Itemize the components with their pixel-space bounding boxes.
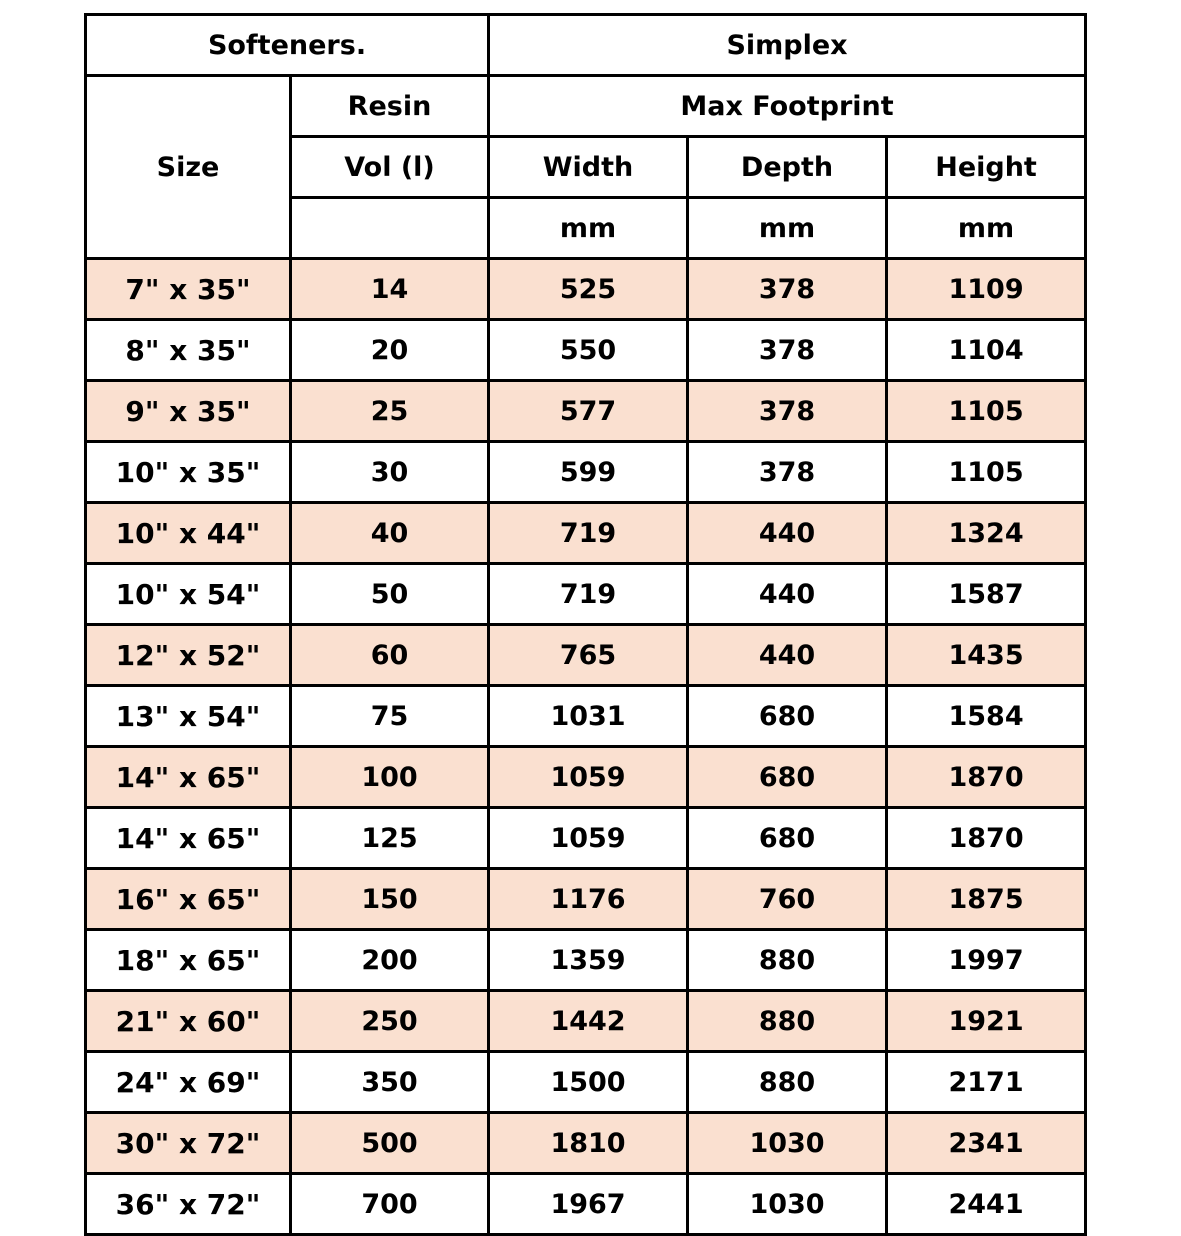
- softener-specification-table: [84, 13, 1087, 1236]
- cell-depth: 1030: [688, 1113, 887, 1174]
- cell-depth: 1030: [688, 1174, 887, 1235]
- cell-depth: 680: [688, 686, 887, 747]
- cell-depth: 378: [688, 259, 887, 320]
- cell-width: 1810: [489, 1113, 688, 1174]
- cell-resin: 25: [291, 381, 489, 442]
- table-row: [86, 564, 1086, 625]
- cell-resin: 500: [291, 1113, 489, 1174]
- table-row: [86, 686, 1086, 747]
- cell-height: 2171: [887, 1052, 1086, 1113]
- cell-size: 24" x 69": [86, 1052, 291, 1113]
- cell-height: 2341: [887, 1113, 1086, 1174]
- table-row: [86, 747, 1086, 808]
- cell-resin: 60: [291, 625, 489, 686]
- column-header-height: Height: [887, 137, 1086, 198]
- column-unit-depth: mm: [688, 198, 887, 259]
- cell-height: 2441: [887, 1174, 1086, 1235]
- cell-depth: 440: [688, 625, 887, 686]
- cell-height: 1324: [887, 503, 1086, 564]
- table-body: [86, 15, 1086, 1235]
- cell-height: 1584: [887, 686, 1086, 747]
- cell-height: 1104: [887, 320, 1086, 381]
- cell-size: 16" x 65": [86, 869, 291, 930]
- cell-resin: 14: [291, 259, 489, 320]
- cell-size: 18" x 65": [86, 930, 291, 991]
- column-group-header-max-footprint: Max Footprint: [489, 76, 1086, 137]
- cell-size: 21" x 60": [86, 991, 291, 1052]
- column-unit-height: mm: [887, 198, 1086, 259]
- cell-width: 577: [489, 381, 688, 442]
- system-type-header: Simplex: [489, 15, 1086, 76]
- cell-depth: 440: [688, 564, 887, 625]
- cell-height: 1997: [887, 930, 1086, 991]
- page-title: Softeners.: [86, 15, 489, 76]
- table-row: [86, 259, 1086, 320]
- cell-width: 599: [489, 442, 688, 503]
- cell-width: 1059: [489, 747, 688, 808]
- cell-height: 1435: [887, 625, 1086, 686]
- cell-resin: 200: [291, 930, 489, 991]
- cell-width: 719: [489, 503, 688, 564]
- table-row: [86, 320, 1086, 381]
- cell-width: 1967: [489, 1174, 688, 1235]
- cell-height: 1875: [887, 869, 1086, 930]
- cell-resin: 700: [291, 1174, 489, 1235]
- table-row: [86, 991, 1086, 1052]
- cell-depth: 680: [688, 747, 887, 808]
- cell-height: 1921: [887, 991, 1086, 1052]
- header-row-1: [86, 76, 1086, 137]
- cell-resin: 75: [291, 686, 489, 747]
- table-row: [86, 1174, 1086, 1235]
- table-row: [86, 808, 1086, 869]
- cell-depth: 378: [688, 381, 887, 442]
- column-header-resin: Resin: [291, 76, 489, 137]
- column-header-width: Width: [489, 137, 688, 198]
- table-row: [86, 625, 1086, 686]
- cell-resin: 350: [291, 1052, 489, 1113]
- table-title-row: [86, 15, 1086, 76]
- column-header-size: Size: [86, 76, 291, 259]
- cell-size: 14" x 65": [86, 808, 291, 869]
- cell-depth: 880: [688, 930, 887, 991]
- resin-unit-spacer: [291, 198, 489, 259]
- cell-size: 13" x 54": [86, 686, 291, 747]
- cell-size: 8" x 35": [86, 320, 291, 381]
- column-header-depth: Depth: [688, 137, 887, 198]
- column-header-resin-unit: Vol (l): [291, 137, 489, 198]
- column-unit-width: mm: [489, 198, 688, 259]
- cell-width: 1031: [489, 686, 688, 747]
- cell-depth: 440: [688, 503, 887, 564]
- cell-height: 1109: [887, 259, 1086, 320]
- cell-size: 12" x 52": [86, 625, 291, 686]
- cell-width: 550: [489, 320, 688, 381]
- cell-width: 1176: [489, 869, 688, 930]
- cell-height: 1870: [887, 747, 1086, 808]
- cell-size: 30" x 72": [86, 1113, 291, 1174]
- cell-depth: 880: [688, 991, 887, 1052]
- cell-resin: 250: [291, 991, 489, 1052]
- cell-resin: 20: [291, 320, 489, 381]
- cell-width: 719: [489, 564, 688, 625]
- cell-width: 1500: [489, 1052, 688, 1113]
- cell-width: 525: [489, 259, 688, 320]
- cell-resin: 125: [291, 808, 489, 869]
- cell-depth: 378: [688, 320, 887, 381]
- cell-size: 10" x 44": [86, 503, 291, 564]
- cell-depth: 760: [688, 869, 887, 930]
- cell-size: 7" x 35": [86, 259, 291, 320]
- cell-size: 9" x 35": [86, 381, 291, 442]
- cell-resin: 40: [291, 503, 489, 564]
- cell-resin: 50: [291, 564, 489, 625]
- cell-width: 1359: [489, 930, 688, 991]
- table-row: [86, 1113, 1086, 1174]
- cell-height: 1105: [887, 381, 1086, 442]
- cell-depth: 378: [688, 442, 887, 503]
- cell-depth: 880: [688, 1052, 887, 1113]
- cell-resin: 100: [291, 747, 489, 808]
- table-row: [86, 503, 1086, 564]
- table-row: [86, 442, 1086, 503]
- table-row: [86, 1052, 1086, 1113]
- cell-size: 14" x 65": [86, 747, 291, 808]
- cell-width: 765: [489, 625, 688, 686]
- cell-size: 36" x 72": [86, 1174, 291, 1235]
- cell-width: 1442: [489, 991, 688, 1052]
- cell-height: 1105: [887, 442, 1086, 503]
- table-row: [86, 381, 1086, 442]
- cell-height: 1870: [887, 808, 1086, 869]
- table-row: [86, 930, 1086, 991]
- cell-depth: 680: [688, 808, 887, 869]
- cell-size: 10" x 54": [86, 564, 291, 625]
- cell-resin: 150: [291, 869, 489, 930]
- table-row: [86, 869, 1086, 930]
- cell-height: 1587: [887, 564, 1086, 625]
- cell-size: 10" x 35": [86, 442, 291, 503]
- cell-width: 1059: [489, 808, 688, 869]
- cell-resin: 30: [291, 442, 489, 503]
